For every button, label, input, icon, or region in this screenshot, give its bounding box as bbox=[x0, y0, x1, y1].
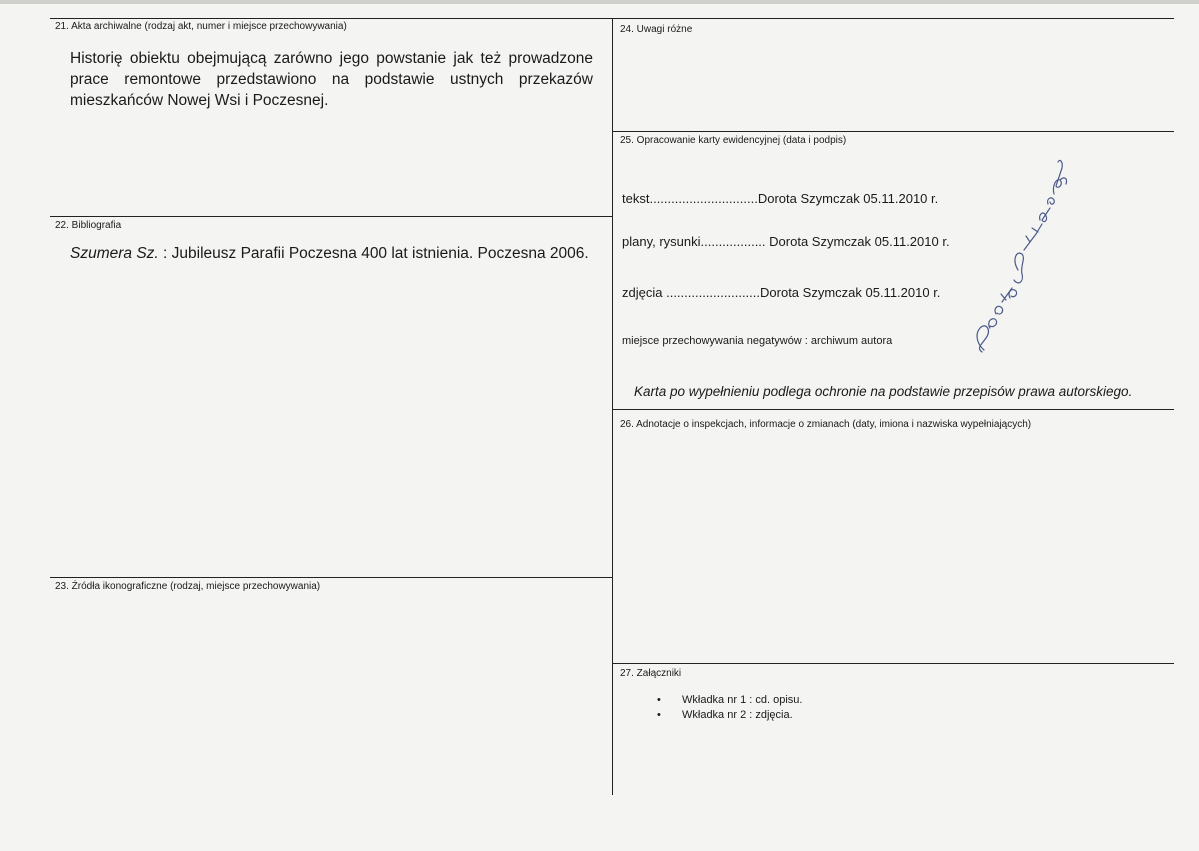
list-item bbox=[657, 693, 802, 708]
attachment-item: Wkładka nr 2 : zdjęcia. bbox=[682, 709, 793, 721]
section-25-label: 25. Opracowanie karty ewidencyjnej (data i podpis) bbox=[620, 135, 847, 146]
bibliography-author: Szumera Sz. bbox=[70, 245, 159, 262]
bibliography-title: : Jubileusz Parafii Poczesna 400 lat istnienia. Poczesna 2006. bbox=[158, 245, 589, 262]
list-item bbox=[657, 708, 802, 723]
prep-row-name: plany, rysunki bbox=[622, 234, 701, 249]
section-26-label: 26. Adnotacje o inspekcjach, informacje o zmianach (daty, imiona i nazwiska wypełniających) bbox=[620, 419, 1032, 430]
divider-right-26 bbox=[612, 409, 1174, 410]
prep-row-value: Dorota Szymczak 05.11.2010 r. bbox=[760, 285, 941, 300]
attachment-item: Wkładka nr 1 : cd. opisu. bbox=[682, 694, 803, 706]
divider-top-left bbox=[50, 18, 613, 19]
bibliography-entry bbox=[70, 245, 589, 263]
bullet-icon: • bbox=[657, 709, 661, 721]
divider-left-22 bbox=[50, 216, 613, 217]
prep-row-dots: .................. bbox=[700, 234, 766, 249]
column-divider bbox=[612, 18, 613, 795]
divider-right-25 bbox=[612, 131, 1174, 132]
section-24-label: 24. Uwagi różne bbox=[620, 24, 693, 35]
prep-row-dots: .............................. bbox=[649, 191, 758, 206]
page-top-edge bbox=[0, 0, 1199, 4]
archival-records-text: Historię obiektu obejmującą zarówno jego powstanie jak też prowadzone prace remontowe przedstawiono na podstawie ustnych przekazów mieszkańców Nowej Wsi i Poczesnej. bbox=[70, 50, 593, 109]
section-23-label: 23. Źródła ikonograficzne (rodzaj, miejsce przechowywania) bbox=[55, 581, 321, 592]
divider-right-27 bbox=[612, 663, 1174, 664]
prep-row-text bbox=[622, 191, 938, 206]
prep-row-dots: .......................... bbox=[666, 285, 761, 300]
prep-row-name: zdjęcia bbox=[622, 285, 663, 300]
prep-row-plans bbox=[622, 234, 950, 249]
divider-top-right bbox=[612, 18, 1174, 19]
prep-row-value: Dorota Szymczak 05.11.2010 r. bbox=[757, 191, 939, 206]
negatives-storage: miejsce przechowywania negatywów : archiwum autora bbox=[622, 335, 893, 347]
bullet-icon: • bbox=[657, 694, 661, 706]
divider-left-23 bbox=[50, 577, 613, 578]
section-21-label: 21. Akta archiwalne (rodzaj akt, numer i miejsce przechowywania) bbox=[55, 21, 347, 32]
prep-row-photos bbox=[622, 285, 940, 300]
handwritten-signature bbox=[960, 150, 1070, 365]
attachments-list bbox=[657, 693, 802, 723]
prep-row-value: Dorota Szymczak 05.11.2010 r. bbox=[769, 234, 950, 249]
prep-row-name: tekst bbox=[622, 191, 650, 206]
section-22-label: 22. Bibliografia bbox=[55, 220, 122, 231]
section-27-label: 27. Załączniki bbox=[620, 668, 682, 679]
copyright-notice: Karta po wypełnieniu podlega ochronie na podstawie przepisów prawa autorskiego. bbox=[634, 384, 1133, 399]
